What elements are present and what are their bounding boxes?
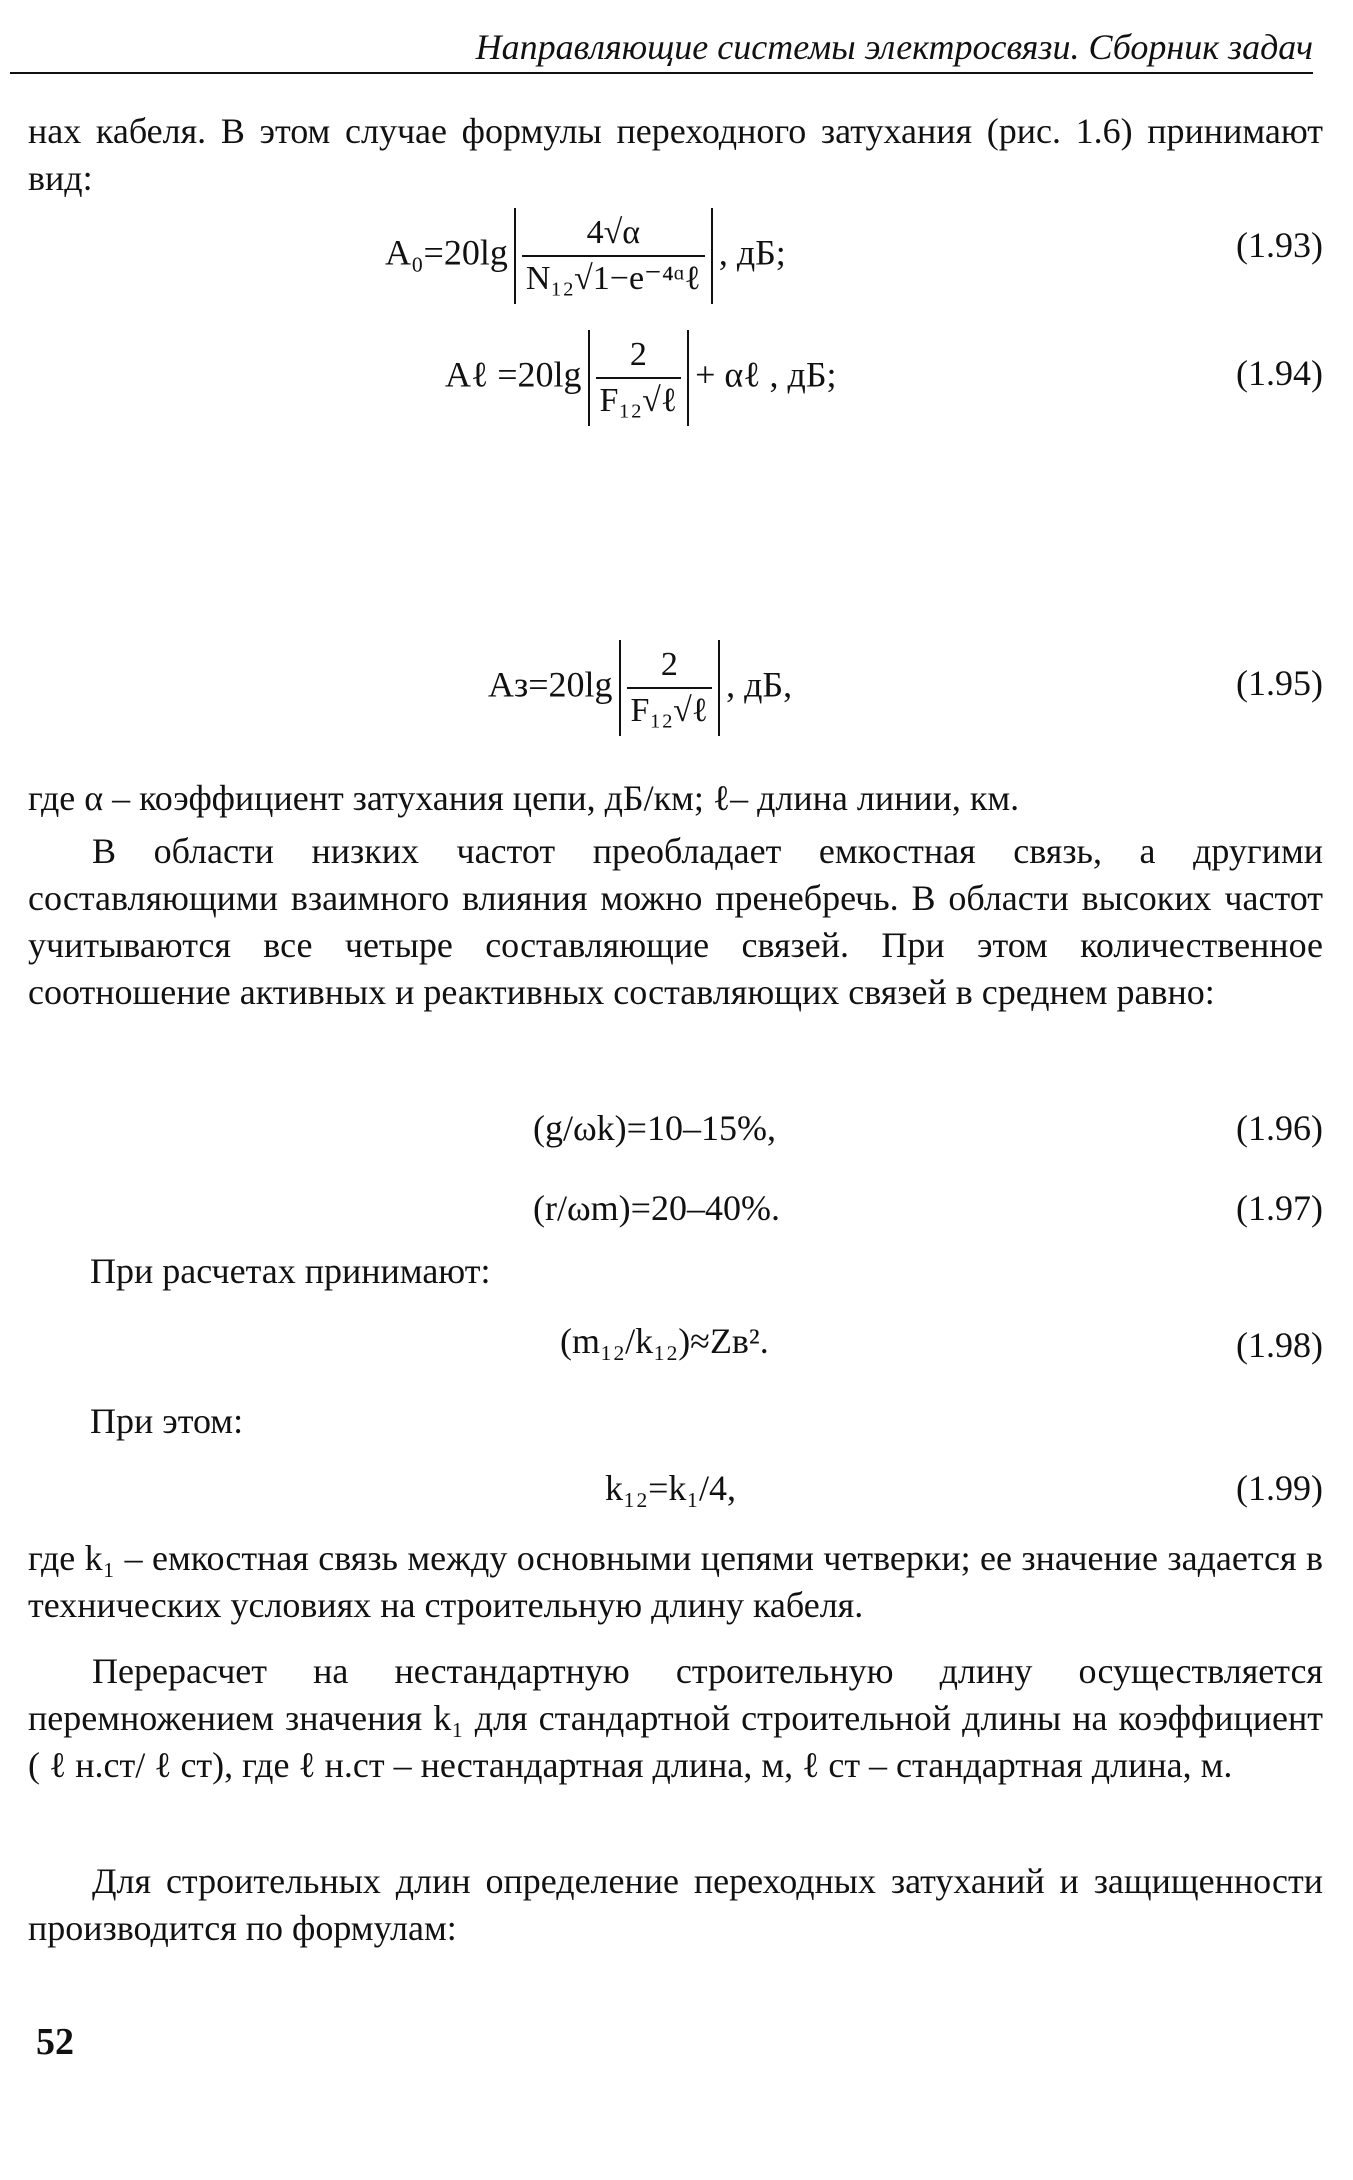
equation-lhs: A₀=20lg	[385, 232, 508, 273]
equation-denominator: F₁₂√ℓ	[627, 687, 713, 731]
equation-lhs: Aℓ =20lg	[445, 354, 582, 395]
equation-1-99: k₁₂=k₁/4,	[605, 1468, 736, 1508]
equation-numerator: 2	[629, 336, 647, 373]
header-rule	[10, 72, 1313, 74]
equation-1-97: (r/ωm)=20–40%.	[533, 1188, 780, 1228]
paragraph-frequency-coupling: В области низких частот преобладает емкостная связь, а другими составляющими взаимного влияния можно пренебречь. В области высоких частот учитываются все четыре составляющие связей. При этом количественное соотношение активных и реактивных составляющих связей в среднем равно:	[28, 831, 1323, 1012]
equation-1-93	[385, 208, 786, 304]
paragraph-k1-definition: где k₁ – емкостная связь между основными цепями четверки; ее значение задается в технических условиях на строительную длину кабеля.	[28, 1538, 1323, 1625]
equation-numerator: 4√α	[586, 214, 641, 251]
paragraph-calculation-assumption: При расчетах принимают:	[90, 1251, 491, 1291]
running-header: Направляющие системы электросвязи. Сборник задач	[475, 27, 1313, 67]
equation-number-1-95: (1.95)	[1236, 663, 1323, 703]
equation-rhs: + αℓ , дБ;	[695, 354, 837, 395]
equation-rhs: , дБ;	[718, 232, 786, 273]
paragraph-intro: нах кабеля. В этом случае формулы переходного затухания (рис. 1.6) принимают вид:	[28, 111, 1323, 198]
paragraph-recalculation: Перерасчет на нестандартную строительную длину осуществляется перемножением значения k₁ для стандартной строительной длины на коэффициент ( ℓ н.ст/ ℓ ст), где ℓ н.ст – нестандартная длина, м, ℓ ст – стандартная длина, м.	[28, 1651, 1323, 1785]
equation-denominator: N₁₂√1−e⁻⁴ᵅℓ	[522, 255, 705, 299]
equation-lhs: Aз=20lg	[488, 664, 613, 705]
paragraph-construction-lengths: Для строительных длин определение переходных затуханий и защищенности производится по формулам:	[28, 1861, 1323, 1948]
equation-1-94	[445, 330, 837, 426]
equation-rhs: , дБ,	[726, 664, 793, 705]
paragraph-moreover: При этом:	[90, 1401, 244, 1441]
equation-numerator: 2	[660, 646, 678, 683]
equation-denominator: F₁₂√ℓ	[596, 377, 682, 421]
equation-number-1-99: (1.99)	[1236, 1468, 1323, 1508]
equation-1-96: (g/ωk)=10–15%,	[533, 1108, 776, 1148]
equation-1-98: (m₁₂/k₁₂)≈Zв².	[560, 1321, 769, 1361]
equation-number-1-94: (1.94)	[1236, 353, 1323, 393]
equation-1-95	[488, 640, 792, 736]
page-number: 52	[36, 2021, 74, 2063]
equation-number-1-98: (1.98)	[1236, 1325, 1323, 1365]
equation-number-1-93: (1.93)	[1236, 225, 1323, 265]
equation-number-1-96: (1.96)	[1236, 1108, 1323, 1148]
equation-number-1-97: (1.97)	[1236, 1188, 1323, 1228]
paragraph-alpha-definition: где α – коэффициент затухания цепи, дБ/км; ℓ– длина линии, км.	[28, 778, 1020, 818]
